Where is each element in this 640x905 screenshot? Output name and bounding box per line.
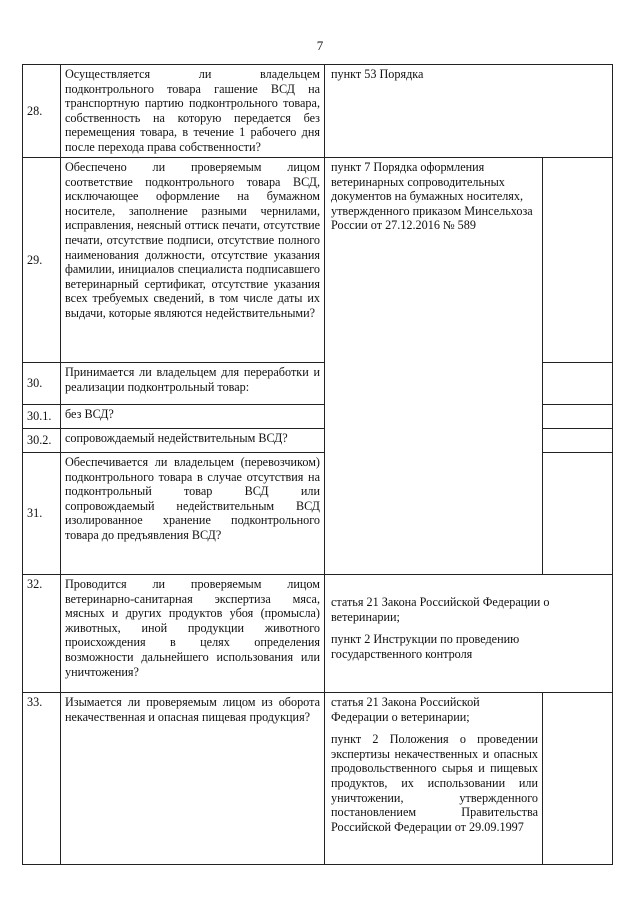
question-text: сопровождаемый недействительным ВСД? [61,429,325,453]
reference-text: пункт 7 Порядка оформления ветеринарных сопроводительных документов на бумажных носителях, утвержденного приказом Минсельхоза России от 27.12.2016 № 589 [331,160,533,233]
question-text: Принимается ли владельцем для переработки и реализации подконтрольный товар: [61,363,325,405]
row-number: 30.1. [23,405,61,429]
empty-cell [543,453,613,575]
question-text: Обеспечено ли проверяемым лицом соответствие подконтрольного товара ВСД, исключающее оформление на бумажном носителе, заполнение разными чернилами, исправления, неясный оттиск печати, отсутствие печати, отсутствие подписи, отсутствие полного наименования должности, отсутствие указания фамилии, инициалов специалиста подписавшего ветеринарный сертификат, отсутствие указания всех требуемых сведений, в том числе даты их выдачи, которые являются недействительными? [61,158,325,363]
reference-cell [325,693,543,865]
page-number: 7 [316,38,324,53]
empty-cell [543,158,613,363]
question-text: Осуществляется ли владельцем подконтрольного товара гашение ВСД на транспортную партию подконтрольного товара, собственность на которую передается без перемещения товара, в течение 1 рабочего дня после перехода права собственности? [61,65,325,158]
row-number: 29. [23,158,61,363]
checklist-table [22,64,613,865]
table-row [23,158,613,363]
empty-cell [543,405,613,429]
row-number: 28. [23,65,61,158]
question-text: Проводится ли проверяемым лицом ветеринарно-санитарная экспертиза мяса, мясных и других продуктов убоя (промысла) животных, иной продукции животного происхождения в целях определения возможности дальнейшего использования или уничтожения? [61,575,325,693]
question-text: без ВСД? [61,405,325,429]
row-number: 31. [23,453,61,575]
empty-cell [543,363,613,405]
reference-cell [325,575,613,693]
empty-cell [543,429,613,453]
reference-text: статья 21 Закона Российской Федерации о ветеринарии; [331,595,550,624]
reference-text: пункт 2 Инструкции по проведению государственного контроля [331,632,520,661]
reference-cell [325,158,543,575]
question-text: Изымается ли проверяемым лицом из оборота некачественная и опасная пищевая продукция? [61,693,325,865]
row-number: 32. [23,575,61,693]
empty-cell [543,693,613,865]
reference-text: статья 21 Закона Российской Федерации о ветеринарии; [331,695,480,724]
reference-text: пункт 2 Положения о проведении экспертизы некачественных и опасных продовольственного сырья и пищевых продуктов, их использовании или уничтожении, утвержденного постановлением Правительства Российской Федерации от 29.09.1997 [331,732,538,834]
question-text: Обеспечивается ли владельцем (перевозчиком) подконтрольного товара в случае отсутствия на подконтрольный товар ВСД или сопровождаемый недействительным ВСД изолированное хранение подконтрольного товара до предъявления ВСД? [61,453,325,575]
table-row [23,575,613,693]
table-row [23,65,613,158]
reference-text: пункт 53 Порядка [331,67,424,81]
row-number: 30.2. [23,429,61,453]
table-row [23,693,613,865]
reference-cell [325,65,613,158]
row-number: 33. [23,693,61,865]
row-number: 30. [23,363,61,405]
